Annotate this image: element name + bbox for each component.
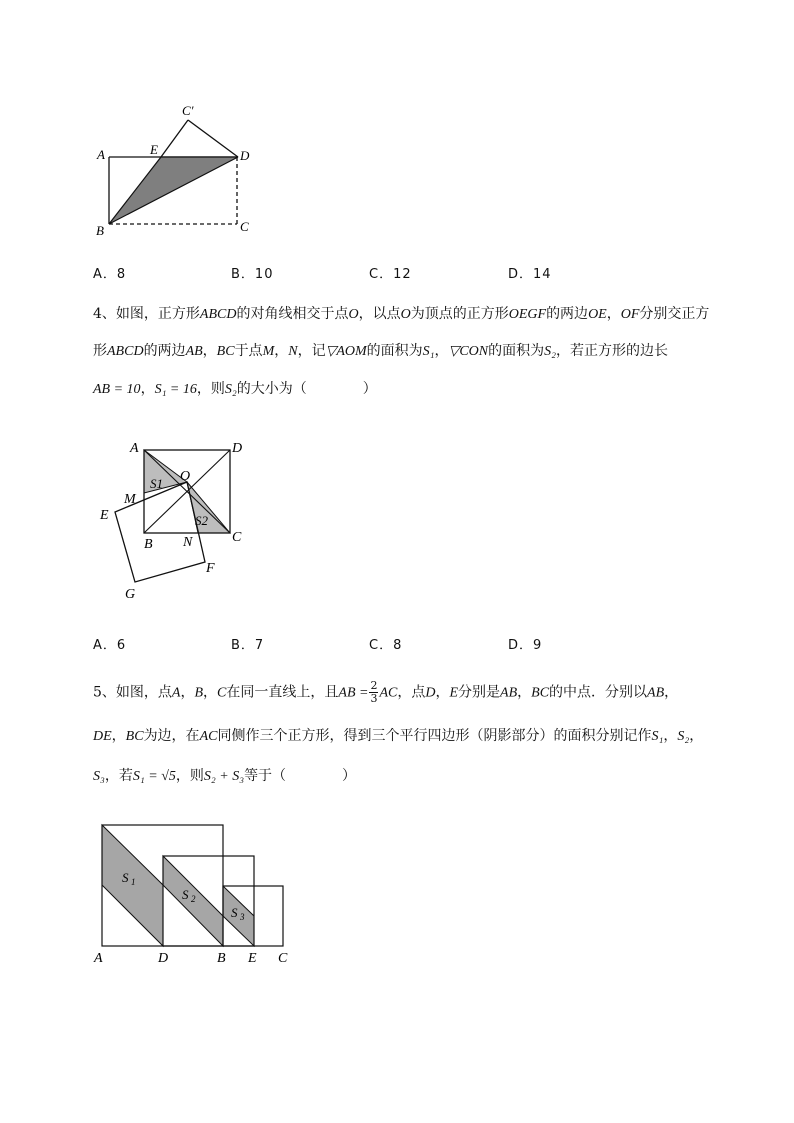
label-S2: S2 (195, 513, 208, 528)
label-B: B (96, 223, 104, 238)
shaded-s3 (223, 886, 254, 946)
label-C: C (232, 530, 242, 545)
label-D: D (232, 441, 243, 456)
option-d[interactable]: D．14 (508, 267, 552, 282)
label-E: E (248, 951, 257, 966)
option-b[interactable]: B．7 (231, 638, 265, 653)
option-d[interactable]: D．9 (508, 638, 543, 653)
label-Cprime: C′ (182, 103, 194, 118)
option-a[interactable]: A．6 (93, 638, 127, 653)
label-C: C (240, 219, 249, 234)
figure-q4 (90, 430, 260, 605)
label-N: N (183, 535, 193, 550)
label-F: F (206, 561, 215, 576)
option-c[interactable]: C．12 (369, 267, 412, 282)
option-a[interactable]: A．8 (93, 267, 127, 282)
figure-q5 (90, 818, 300, 968)
label-B: B (217, 951, 226, 966)
label-A: A (97, 147, 105, 162)
label-B: B (144, 537, 153, 552)
label-S3: S (231, 905, 238, 920)
label-S1-sub: 1 (131, 877, 136, 887)
option-b[interactable]: B．10 (231, 267, 274, 282)
label-S1: S (122, 870, 129, 885)
q4-line-3: AB = 10，S₁ = 16，则S₂的大小为（ ） (93, 381, 377, 397)
label-S2: S (182, 887, 189, 902)
option-c[interactable]: C．8 (369, 638, 403, 653)
label-M: M (124, 492, 136, 507)
fraction-two-thirds: $\frac{2}{3}$ (370, 679, 378, 705)
label-E: E (150, 142, 158, 157)
shaded-triangle-bed (109, 157, 238, 224)
q4-line-1: 4、如图，正方形ABCD的对角线相交于点O，以点O为顶点的正方形OEGF的两边OE，OF分别交正方 (93, 306, 710, 322)
q5-line-2: DE，BC为边，在AC同侧作三个正方形，得到三个平行四边形（阴影部分）的面积分别记作S₁，S₂， (93, 728, 704, 744)
shaded-s2 (187, 482, 230, 533)
label-C: C (278, 951, 288, 966)
q5-line-3: S₃，若S₁ = √5，则S₂ + S₃等于（ ） (93, 768, 357, 784)
q4-line-2: 形ABCD的两边AB，BC于点M，N，记▽AOM的面积为S₁，▽CON的面积为S₂，若正方形的边长 (93, 343, 668, 359)
q5-line-1: 5、如图，点A，B，C在同一直线上，且AB = $\frac{2}{3}$ AC，点D，E分别是AB，BC的中点．分别以AB， (93, 679, 679, 705)
label-O: O (180, 469, 191, 484)
label-S3-sub: 3 (240, 912, 245, 922)
label-D: D (158, 951, 169, 966)
label-S1: S1 (150, 476, 163, 491)
label-A: A (130, 441, 139, 456)
label-E: E (100, 508, 109, 523)
figure-q3 (90, 95, 270, 245)
label-D: D (240, 148, 250, 163)
label-G: G (125, 587, 136, 602)
label-S2-sub: 2 (191, 894, 196, 904)
label-A: A (94, 951, 103, 966)
